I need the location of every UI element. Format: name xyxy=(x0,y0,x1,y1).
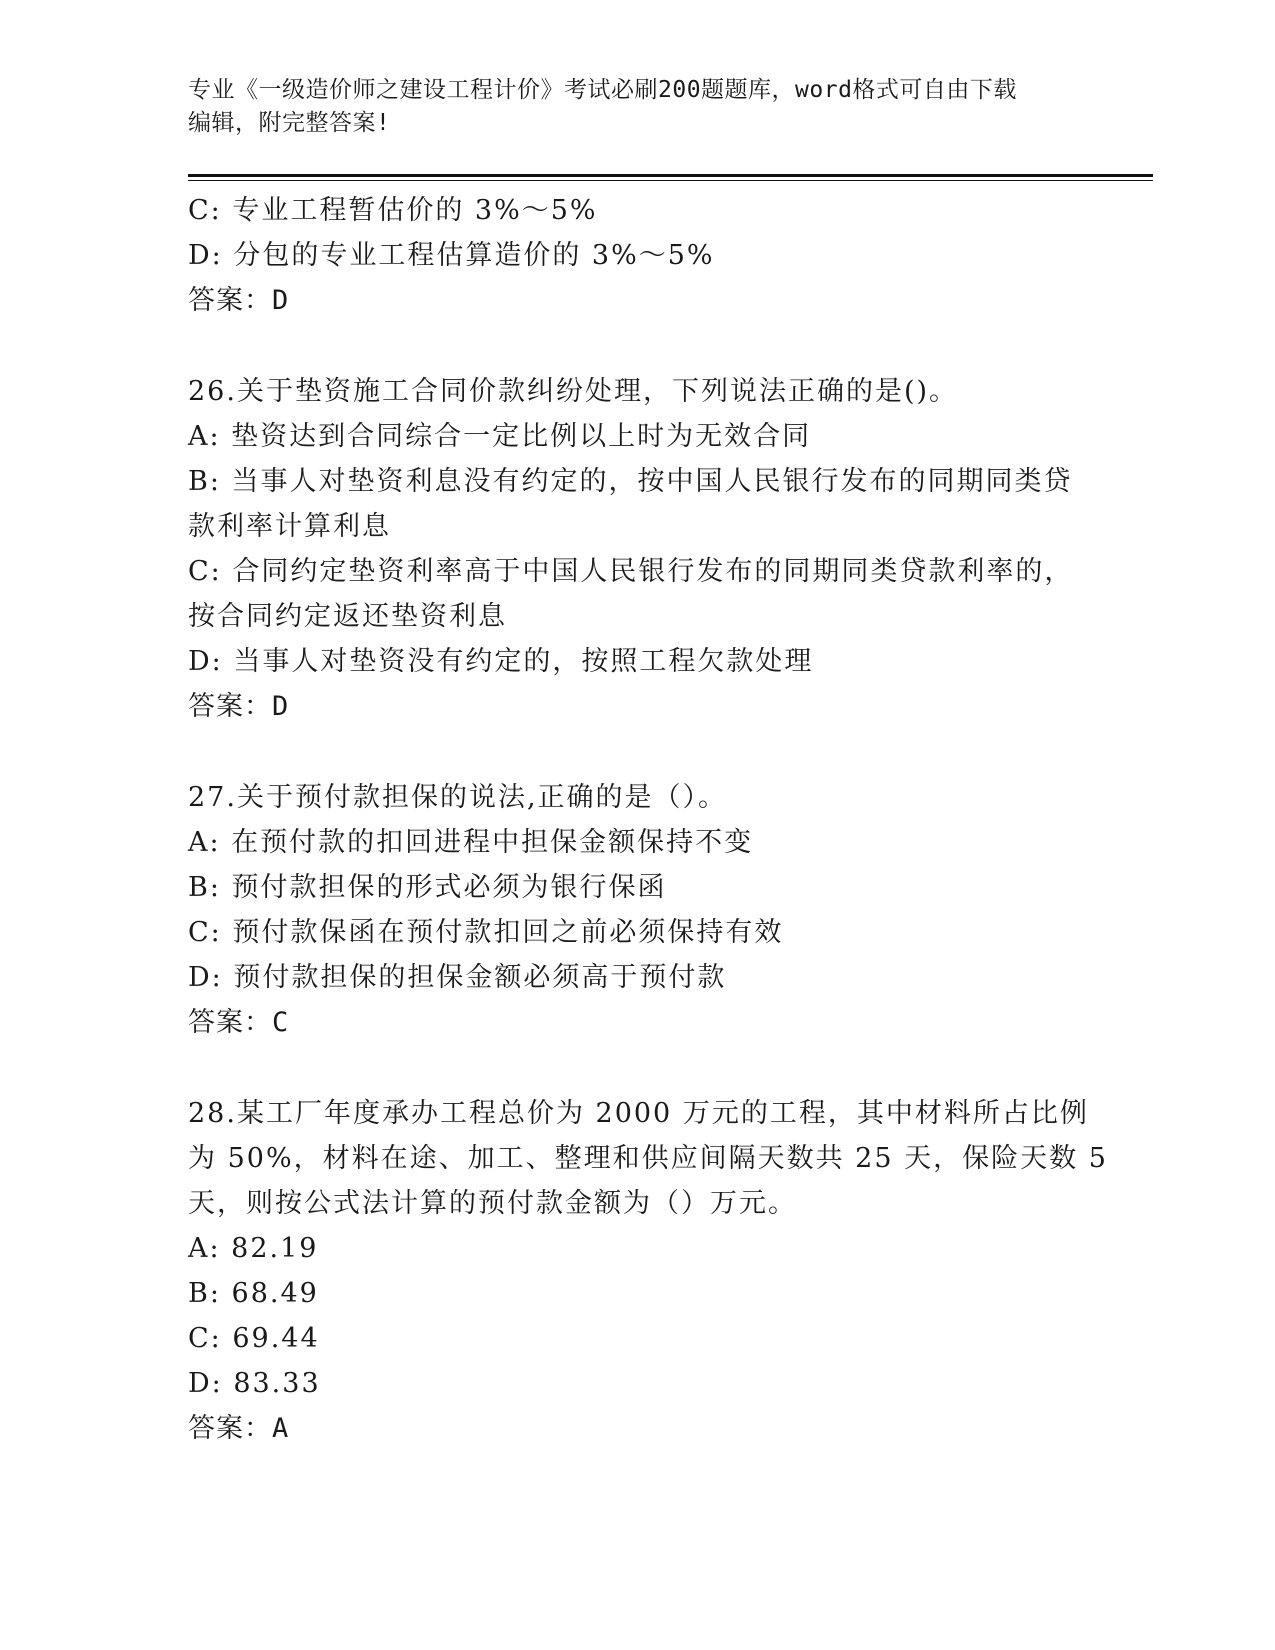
question-stem: 26.关于垫资施工合同价款纠纷处理，下列说法正确的是()。 xyxy=(188,376,959,407)
option-line: C: 69.44 xyxy=(188,1323,320,1354)
header-title-line-2: 编辑，附完整答案! xyxy=(188,110,391,136)
question-list xyxy=(188,188,1108,1451)
question-stem: 28.某工厂年度承办工程总价为 2000 万元的工程，其中材料所占比例 xyxy=(188,1098,1089,1129)
answer-line: 答案：A xyxy=(188,1413,290,1444)
option-line: B: 当事人对垫资利息没有约定的，按中国人民银行发布的同期同类贷 xyxy=(188,466,1073,497)
question-stem: 为 50%，材料在途、加工、整理和供应间隔天数共 25 天，保险天数 5 xyxy=(188,1143,1108,1174)
option-line: C: 合同约定垫资利率高于中国人民银行发布的同期同类贷款利率的， xyxy=(188,556,1074,587)
option-line: C: 预付款保函在预付款扣回之前必须保持有效 xyxy=(188,917,784,948)
question-block-27 xyxy=(188,775,1088,1045)
question-stem: 天，则按公式法计算的预付款金额为（）万元。 xyxy=(188,1188,797,1219)
spacer xyxy=(188,1045,1088,1091)
option-line: B: 68.49 xyxy=(188,1278,319,1309)
option-line: A: 在预付款的扣回进程中担保金额保持不变 xyxy=(188,827,754,858)
option-line: D: 预付款担保的担保金额必须高于预付款 xyxy=(188,962,727,993)
answer-line: 答案：D xyxy=(188,285,290,316)
answer-line: 答案：D xyxy=(188,691,290,722)
option-line: 按合同约定返还垫资利息 xyxy=(188,601,507,632)
question-stem: 27.关于预付款担保的说法,正确的是（）。 xyxy=(188,782,728,813)
question-block-28 xyxy=(188,1091,1108,1451)
option-line: D: 当事人对垫资没有约定的，按照工程欠款处理 xyxy=(188,646,814,677)
question-block-25 xyxy=(188,188,1088,323)
option-line: A: 82.19 xyxy=(188,1233,319,1264)
header-divider-thick xyxy=(188,174,1153,177)
option-line: A: 垫资达到合同综合一定比例以上时为无效合同 xyxy=(188,421,812,452)
document-header xyxy=(188,74,1068,140)
option-line: D: 分包的专业工程估算造价的 3%～5% xyxy=(188,240,715,271)
header-divider-thin xyxy=(188,180,1153,181)
spacer xyxy=(188,323,1088,369)
option-line: D: 83.33 xyxy=(188,1368,321,1399)
option-line: C: 专业工程暂估价的 3%～5% xyxy=(188,195,598,226)
question-block-26 xyxy=(188,369,1088,729)
option-line: 款利率计算利息 xyxy=(188,511,391,542)
option-line: B: 预付款担保的形式必须为银行保函 xyxy=(188,872,667,903)
spacer xyxy=(188,729,1088,775)
header-title-line-1: 专业《一级造价师之建设工程计价》考试必刷200题题库，word格式可自由下载 xyxy=(188,77,1017,103)
answer-line: 答案：C xyxy=(188,1007,290,1038)
